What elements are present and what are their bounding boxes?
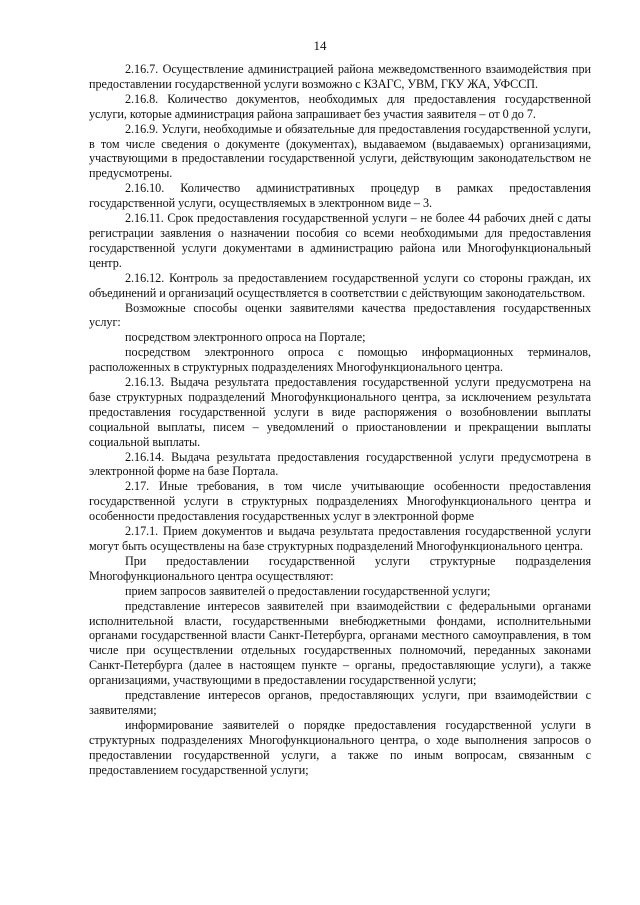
paragraph-applicant-representation: представление интересов заявителей при взаимодействии с федеральными органами исполнительной власти, государственными внебюджетными фондами, исполнительными органами государственной власти Санкт-Петербурга, органами местного самоуправления, в том числе при осуществлении отдельных государственных полномочий, переданных законами Санкт-Петербурга (далее в настоящем пункте – органы, предоставляющие услуги), а также организациями, участвующими в предоставлении государственной услуги; [89,598,591,688]
paragraph-request-reception: прием запросов заявителей о предоставлении государственной услуги; [125,583,491,598]
document-body [89,62,591,778]
paragraph-2-16-7: 2.16.7. Осуществление администрацией района межведомственного взаимодействия при предоставлении государственной услуги возможно с КЗАГС, УВМ, ГКУ ЖА, УФССП. [89,62,591,91]
paragraph-2-17: 2.17. Иные требования, в том числе учитывающие особенности предоставления государственной услуги в структурных подразделениях Многофункционального центра и особенности предоставления государственных услуг в электронной форме [89,479,591,524]
paragraph-assessment-methods: Возможные способы оценки заявителями качества предоставления государственных услуг: [89,300,591,330]
paragraph-authority-representation: представление интересов органов, предоставляющих услуги, при взаимодействии с заявителями; [89,688,591,717]
paragraph-2-16-12: 2.16.12. Контроль за предоставлением государственной услуги со стороны граждан, их объединений и организаций осуществляется в соответствии с действующим законодательством. [89,270,591,300]
paragraph-portal-survey: посредством электронного опроса на Портале; [125,330,366,345]
page-number: 14 [313,38,327,53]
paragraph-2-17-1: 2.17.1. Прием документов и выдача результата предоставления государственной услуги могут быть осуществлены на базе структурных подразделений Многофункционального центра. [89,524,591,553]
paragraph-applicant-informing: информирование заявителей о порядке предоставления государственной услуги в структурных подразделениях Многофункционального центра, о ходе выполнения запросов о предоставлении государственной услуги, а также по иным вопросам, связанным с предоставлением государственной услуги; [89,717,591,777]
paragraph-2-16-13: 2.16.13. Выдача результата предоставления государственной услуги предусмотрена на базе структурных подразделений Многофункционального центра, за исключением результата предоставления государственной услуги в виде распоряжения о возобновлении выплаты социальной выплаты, писем – уведомлений о приостановлении и прекращении выплаты социальной выплаты. [89,375,591,449]
paragraph-2-16-14: 2.16.14. Выдача результата предоставления государственной услуги предусмотрена в электронной форме на базе Портала. [89,449,591,479]
paragraph-2-16-9: 2.16.9. Услуги, необходимые и обязательные для предоставления государственной услуги, в том числе сведения о документе (документах), выдаваемом (выдаваемых) организациями, участвующими в предоставлении государственной услуги, действующим законодательством не предусмотрены. [89,121,591,181]
paragraph-2-16-11: 2.16.11. Срок предоставления государственной услуги – не более 44 рабочих дней с даты регистрации заявления о назначении пособия со всеми необходимыми для предоставления государственной услуги документами в администрацию района или Многофункциональный центр. [89,211,591,270]
paragraph-2-16-8: 2.16.8. Количество документов, необходимых для предоставления государственной услуги, которые администрация района запрашивает без участия заявителя – от 0 до 7. [89,91,591,121]
paragraph-2-16-10: 2.16.10. Количество административных процедур в рамках предоставления государственной услуги, осуществляемых в электронном виде – 3. [89,181,591,211]
paragraph-terminal-survey: посредством электронного опроса с помощью информационных терминалов, расположенных в структурных подразделениях Многофункционального центра. [89,345,591,375]
paragraph-mfc-functions: При предоставлении государственной услуги структурные подразделения Многофункционального центра осуществляют: [89,553,591,583]
